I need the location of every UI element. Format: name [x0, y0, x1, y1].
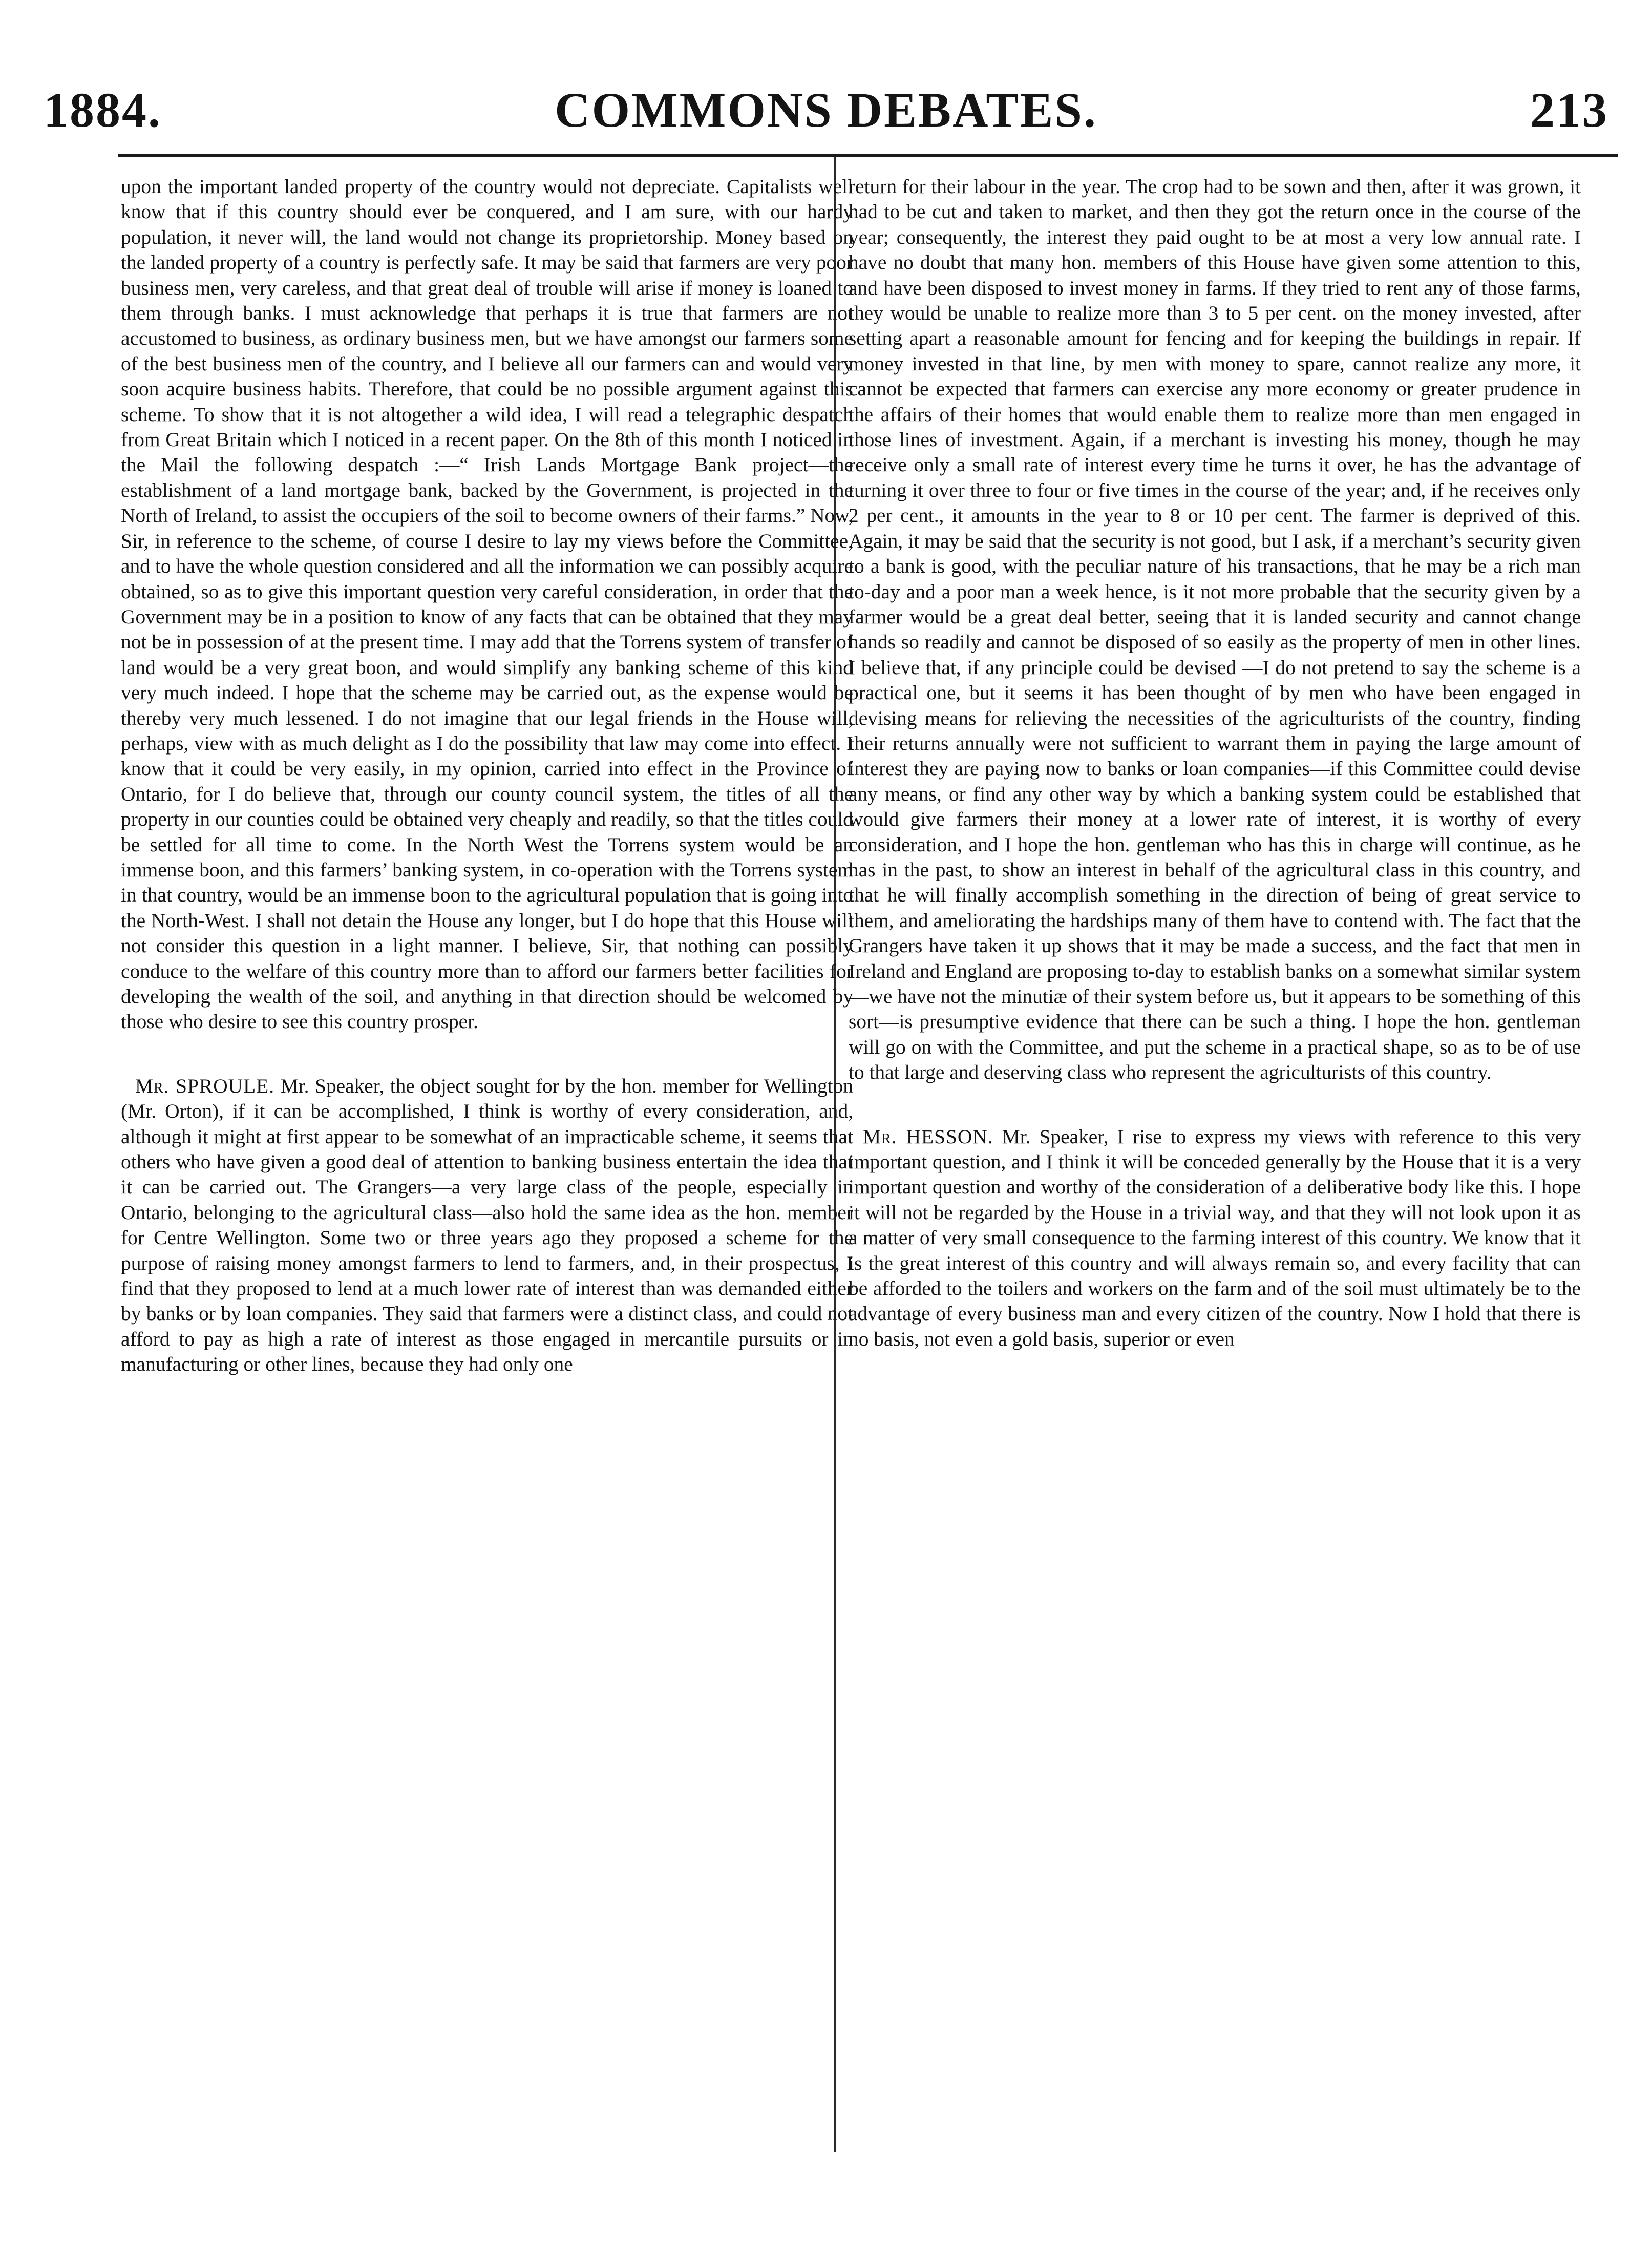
right-paragraph-continued: return for their labour in the year. The crop had to be sown and then, after it was grown, it had to be cut and taken to market, and then they got the return once in the course of the year; consequently, the interest they paid ought to be at most a very low annual rate. I have no doubt that many hon. members of this House have given some attention to this, and have been disposed to invest money in farms. If they tried to rent any of those farms, they would be unable to realize more than 3 to 5 per cent. on the money invested, after setting apart a reasonable amount for fencing and for keeping the buildings in repair. If money invested in that line, by men with money to spare, cannot realize any more, it cannot be expected that farmers can exercise any more economy or greater prudence in the affairs of their homes that would enable them to realize more than men engaged in those lines of investment. Again, if a merchant is investing his money, though he may receive only a small rate of interest every time he turns it over, he has the advantage of turning it over three to four or five times in the course of the year; and, if he receives only 2 per cent., it amounts in the year to 8 or 10 per cent. The farmer is deprived of this. Again, it may be said that the security is not good, but I ask, if a merchant’s security given to a bank is good, with the peculiar nature of his transactions, that he may be a rich man to-day and a poor man a week hence, is it not more probable that the security given by a farmer would be a great deal better, seeing that it is landed security and cannot change hands so readily and cannot be disposed of so easily as the property of men in other lines. I believe that, if any principle could be devised —I do not pretend to say the scheme is a practical one, but it seems it has been thought of by men who have been engaged in devising means for relieving the necessities of the agriculturists of the country, finding their returns annually were not sufficient to warrant them in paying the large amount of interest they are paying now to banks or loan companies—if this Committee could devise any means, or find any other way by which a banking system could be established that would give farmers their money at a lower rate of interest, it is worthy of every consideration, and I hope the hon. gentleman who has this in charge will continue, as he has in the past, to show an interest in behalf of the agricultural class in this country, and that he will finally accomplish something in the direction of being of great service to them, and ameliorating the hardships many of them have to contend with. The fact that the Grangers have taken it up shows that it may be made a success, and the fact that men in Ireland and England are proposing to-day to establish banks on a somewhat similar system —we have not the minutiæ of their system before us, but it appears to be something of this sort—is presumptive evidence that there can be such a thing. I hope the hon. gentleman will go on with the Committee, and put the scheme in a practical shape, so as to be of use to that large and deserving class who represent the agriculturists of this country. [849, 175, 1581, 1084]
header-page-number: 213 [1530, 82, 1608, 137]
page-header [44, 82, 1608, 159]
speaker-name: Mr. SPROULE. [135, 1074, 275, 1097]
right-speech-hesson [849, 1124, 1581, 1352]
left-paragraph-continued: upon the important landed property of the country would not depreciate. Capitalists well know that if this country should ever be conquered, and I am sure, with our hardy population, it never will, the land would not change its proprietorship. Money based on the landed property of a country is perfectly safe. It may be said that farmers are very poor business men, very careless, and that great deal of trouble will arise if money is loaned to them through banks. I must acknowledge that perhaps it is true that farmers are not accustomed to business, as ordinary business men, but we have amongst our farmers some of the best business men of the country, and I believe all our farmers can and would very soon acquire business habits. Therefore, that could be no possible argument against this scheme. To show that it is not altogether a wild idea, I will read a telegraphic despatch from Great Britain which I noticed in a recent paper. On the 8th of this month I noticed in the Mail the following despatch :—“ Irish Lands Mortgage Bank project—the establishment of a land mortgage bank, backed by the Government, is projected in the North of Ireland, to assist the occupiers of the soil to become owners of their farms.” Now, Sir, in reference to the scheme, of course I desire to lay my views before the Committee, and to have the whole question considered and all the information we can possibly acquire obtained, so as to give this important question very careful consideration, in order that the Government may be in a position to know of any facts that can be obtained that they may not be in possession of at the present time. I may add that the Torrens system of transfer of land would be a very great boon, and would simplify any banking scheme of this kind very much indeed. I hope that the scheme may be carried out, as the expense would be thereby very much lessened. I do not imagine that our legal friends in the House will, perhaps, view with as much delight as I do the possibility that law may come into effect. I know that it could be very easily, in my opinion, carried into effect in the Province of Ontario, for I do believe that, through our county council system, the titles of all the property in our counties could be obtained very cheaply and readily, so that the titles could be settled for all time to come. In the North West the Torrens system would be an immense boon, and this farmers’ banking system, in co-operation with the Torrens system in that country, would be an immense boon to the agricultural population that is going into the North-West. I shall not detain the House any longer, but I do hope that this House will not consider this question in a light manner. I believe, Sir, that nothing can possibly conduce to the welfare of this country more than to afford our farmers better facilities for developing the wealth of the soil, and anything in that direction should be welcomed by those who desire to see this country prosper. [121, 175, 853, 1033]
right-column [849, 174, 1581, 1352]
left-speech-sproule [121, 1074, 853, 1377]
speech-text: Mr. Speaker, I rise to express my views with reference to this very important question, and I think it will be conceded generally by the House that it is a very important question and worthy of the consideration of a deliberative body like this. I hope it will not be regarded by the House in a trivial way, and that they will not look upon it as a matter of very small consequence to the farming interest of this country. We know that it is the great interest of this country and will always remain so, and every facility that can be afforded to the toilers and workers on the farm and of the soil must ultimately be to the advantage of every business man and every citizen of the country. Now I hold that there is no basis, not even a gold basis, superior or even [849, 1125, 1581, 1350]
speaker-name: Mr. HESSON. [863, 1125, 993, 1148]
left-column [121, 174, 853, 1377]
paragraph-gap [849, 1085, 1581, 1124]
header-rule [118, 154, 1618, 157]
header-title: COMMONS DEBATES. [555, 82, 1097, 137]
speech-text: Mr. Speaker, the object sought for by the hon. member for Wellington (Mr. Orton), if it can be accomplished, I think is worthy of every consideration, and, although it might at first appear to be somewhat of an impracticable scheme, it seems that others who have given a good deal of attention to banking business entertain the idea that it can be carried out. The Grangers—a very large class of the people, especially in Ontario, belonging to the agricultural class—also hold the same idea as the hon. member for Centre Wellington. Some two or three years ago they proposed a scheme for the purpose of raising money amongst farmers to lend to farmers, and, in their prospectus, I find that they proposed to lend at a much lower rate of interest than was demanded either by banks or by loan companies. They said that farmers were a distinct class, and could not afford to pay as high a rate of interest as those engaged in mercantile pursuits or in manufacturing or other lines, because they had only one [121, 1074, 853, 1376]
paragraph-gap [121, 1035, 853, 1074]
header-year: 1884. [44, 82, 162, 137]
